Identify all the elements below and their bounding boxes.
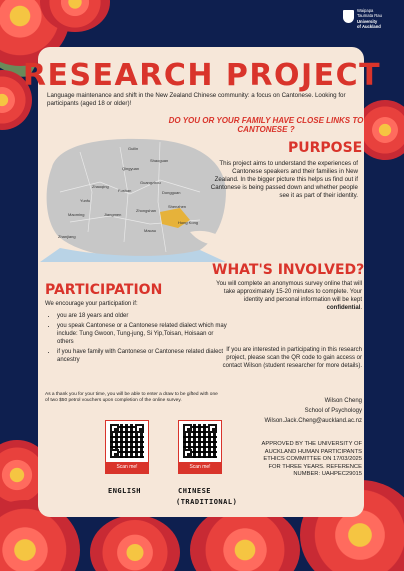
map-label: Zhaoqing	[92, 184, 109, 189]
map-label: Guilin	[128, 146, 139, 151]
map-label: Hong Kong	[178, 220, 199, 225]
map-label: Qingyuan	[122, 166, 140, 171]
question-heading: DO YOU OR YOUR FAMILY HAVE CLOSE LINKS TO CANTONESE ?	[168, 116, 364, 134]
contact-paragraph: If you are interested in participating in this research project, please scan the QR code to gain access or contact Wilson (student researcher for more details).	[222, 347, 362, 369]
map-label: Zhongshan	[136, 208, 157, 213]
logo-text: Waipapa	[357, 8, 374, 13]
qr-finder	[183, 449, 192, 458]
university-logo	[343, 8, 401, 34]
intro-text: Language maintenance and shift in the New Zealand Chinese community: a focus on Cantonese. Looking for participants (aged 18 or older)!	[47, 92, 346, 107]
ethics-approval: APPROVED BY THE UNIVERSITY OF AUCKLAND HUMAN PARTICIPANTS ETHICS COMMITTEE ON 17/03/2025 FOR THREE YEARS. REFERENCE NUMBER: UAHPEC29015	[261, 441, 362, 477]
map-label: Yunfu	[80, 198, 91, 203]
qr-finder	[110, 424, 119, 433]
logo-text: University	[357, 19, 378, 24]
qr-code-chinese[interactable]	[178, 420, 222, 474]
confidential-emphasis: confidential	[326, 305, 361, 311]
list-item: • you speak Cantonese or a Cantonese related dialect which may include: Tung Gwoon, Tung-jung, Si Yip,Toisan, Hoisaan or others	[57, 322, 227, 346]
participation-intro: We encourage your participation if:	[45, 301, 138, 307]
map-label: Maoming	[68, 212, 85, 217]
contact-email[interactable]: Wilson.Jack.Cheng@auckland.ac.nz	[264, 418, 362, 424]
map-label: Dongguan	[162, 190, 181, 195]
map-land	[47, 139, 226, 259]
qr-finder	[135, 424, 144, 433]
page-title: RESEARCH PROJECT	[22, 58, 382, 93]
involved-text: .	[360, 305, 362, 311]
involved-paragraph	[214, 280, 362, 312]
map-label: Foshan	[118, 188, 132, 193]
scan-me-label: Scan me!	[179, 462, 221, 473]
logo-text: of Auckland	[357, 24, 381, 29]
qr-label-chinese-sub: (TRADITIONAL)	[176, 498, 238, 506]
map-label: Zhanjiang	[58, 234, 76, 239]
scan-me-label: Scan me!	[106, 462, 148, 473]
peony-flower-icon	[90, 515, 180, 571]
map-label: Shenzhen	[168, 204, 187, 209]
qr-label-chinese: CHINESE	[178, 487, 212, 495]
participation-heading: PARTICIPATION	[45, 282, 163, 298]
thanks-text: As a thank you for your time, you will be able to enter a draw to be gifted with one of two $50 petrol vouchers upon completion of the online survey.	[45, 392, 218, 403]
qr-finder	[208, 424, 217, 433]
guangdong-map	[40, 132, 228, 262]
involved-text: You will complete an anonymous survey online that will take approximately 15-20 minutes to complete. Your identity and personal information will be kept	[216, 281, 362, 303]
map-label: Jiangmen	[104, 212, 122, 217]
logo-text: Taumata Rau	[357, 13, 382, 18]
participation-list	[45, 310, 227, 366]
map-label: Macau	[144, 228, 157, 233]
qr-finder	[110, 449, 119, 458]
list-item: • you are 18 years and older	[57, 312, 227, 320]
contact-school: School of Psychology	[304, 408, 362, 414]
involved-heading: WHAT'S INVOLVED?	[212, 262, 365, 278]
qr-finder	[183, 424, 192, 433]
purpose-heading: PURPOSE	[288, 140, 363, 156]
map-label: Guangzhou	[140, 180, 161, 185]
contact-name: Wilson Cheng	[324, 398, 362, 404]
purpose-text: This project aims to understand the experiences of Cantonese speakers and their families in New Zealand. In the bigger picture this helps us find out if Cantonese is being passed down and whether people see it as part of their identity.	[210, 160, 358, 199]
qr-label-english: ENGLISH	[108, 487, 142, 495]
qr-code-english[interactable]	[105, 420, 149, 474]
crest-icon	[343, 10, 354, 23]
list-item: • if you have family with Cantonese or Cantonese related dialect ancestry	[57, 348, 227, 364]
map-label: Shaoguan	[150, 158, 169, 163]
